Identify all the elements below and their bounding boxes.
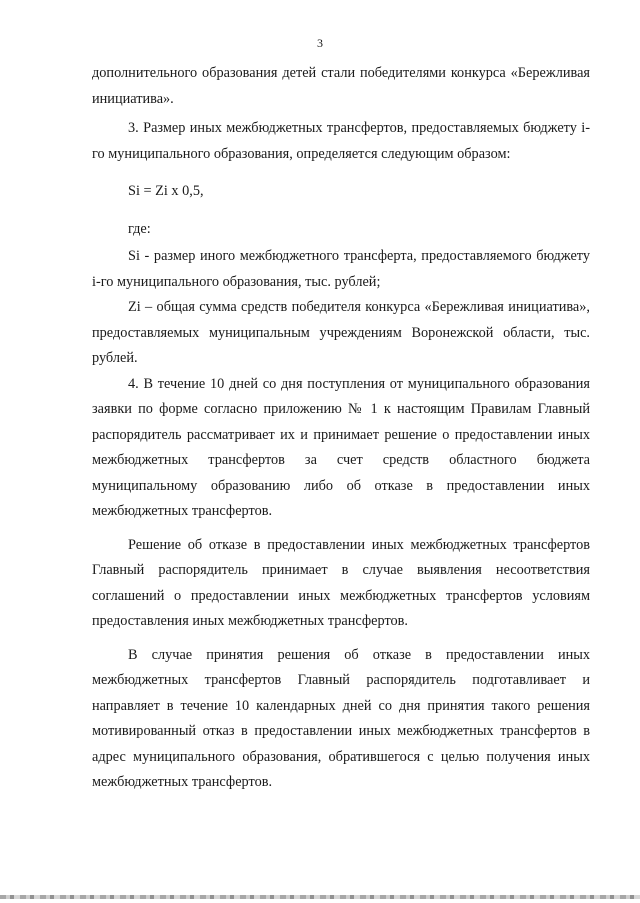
formula: Si = Zi x 0,5, [128, 183, 204, 199]
paragraph-refusal-notice: В случае принятия решения об отказе в предоставлении иных межбюджетных трансфертов Главный распорядитель подготавливает и направляет в течение 10 календарных дней со дня принятия такого решения мотивированный отказ в предоставлении иных межбюджетных трансфертов в адрес муниципального образования, обратившегося с целью получения иных межбюджетных трансфертов. [92, 646, 590, 790]
page-number: 3 [317, 36, 323, 50]
paragraph-zi-definition: Zi – общая сумма средств победителя конкурса «Бережливая инициатива», предоставляемых муниципальным учреждениям Воронежской области, тыс. рублей. [92, 299, 590, 366]
scan-edge-line [0, 895, 640, 899]
paragraph-si-definition: Si - размер иного межбюджетного трансферта, предоставляемого бюджету i-го муниципального образования, тыс. рублей; [92, 248, 590, 290]
formula-where-label: где: [128, 220, 151, 237]
paragraph-continuation: дополнительного образования детей стали победителями конкурса «Бережливая инициатива». [92, 65, 590, 107]
paragraph-refusal-decision: Решение об отказе в предоставлении иных межбюджетных трансфертов Главный распорядитель принимает в случае выявления несоответствия соглашений о предоставлении иных межбюджетных трансфертов условиям предоставления иных межбюджетных трансфертов. [92, 536, 590, 629]
paragraph-item-4: 4. В течение 10 дней со дня поступления от муниципального образования заявки по форме согласно приложению № 1 к настоящим Правилам Главный распорядитель рассматривает их и принимает решение о предоставлении иных межбюджетных трансфертов за счет средств областного бюджета муниципальному образованию либо об отказе в предоставлении иных межбюджетных трансфертов. [92, 375, 590, 519]
document-body [92, 61, 590, 796]
paragraph-item-3: 3. Размер иных межбюджетных трансфертов, предоставляемых бюджету i-го муниципального образования, определяется следующим образом: [92, 120, 590, 162]
